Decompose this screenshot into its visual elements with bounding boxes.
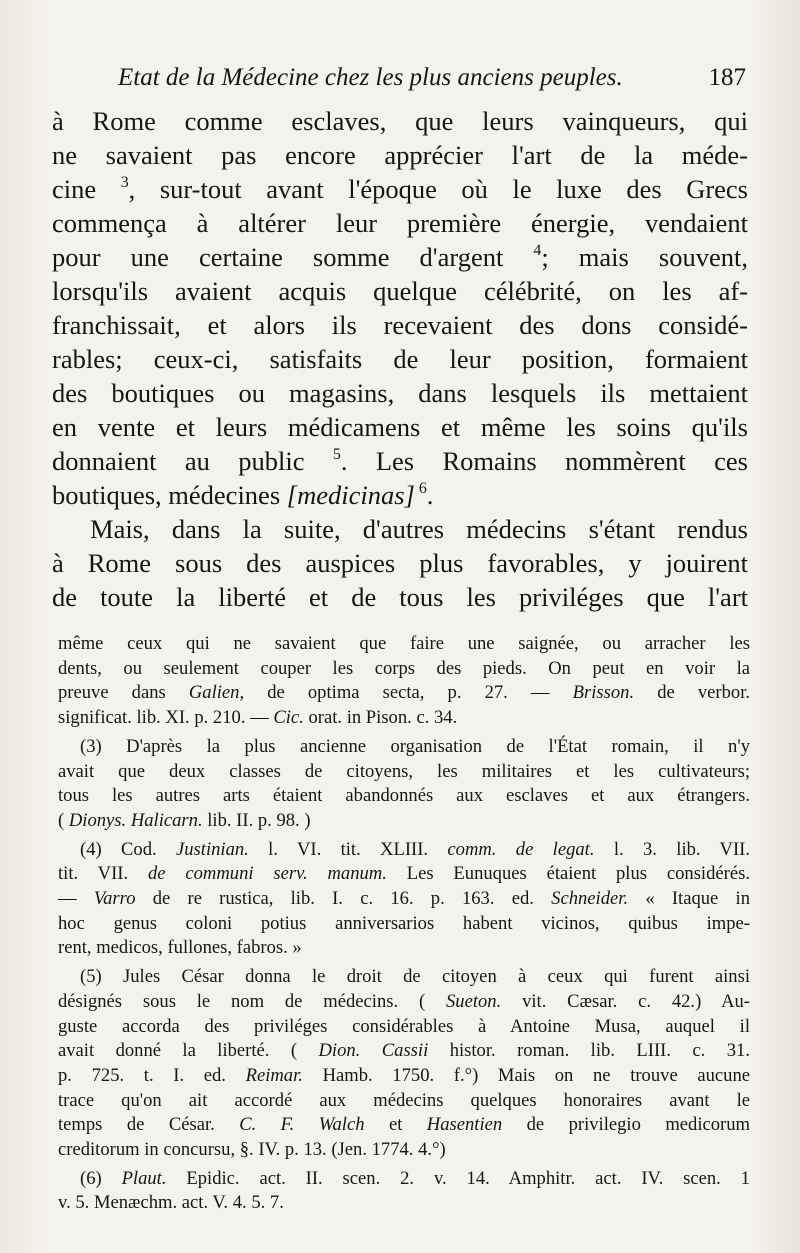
footnote-ref: 6	[414, 479, 427, 497]
text-line: commença à altérer leur première énergie, vendaient	[52, 208, 748, 238]
text-line: boutiques, médecines [medicinas] $^6$.	[52, 479, 434, 510]
text-line: des boutiques ou magasins, dans lesquels ils mettaient	[52, 378, 748, 408]
text-line: à Rome sous des auspices plus favorables, y jouirent	[52, 548, 748, 578]
text-line: ne savaient pas encore apprécier l'art de la méde-	[52, 140, 748, 170]
footnote-4: (4) Cod. Justinian. l. VI. tit. XLIII. comm. de legat. l. 3. lib. VII. tit. VII. de communi serv. manum. Les Eunuques étaient plus considérés. — Varro de re rustica, lib. I. c. 16. p. 163. ed. Schneider. « Itaque in hoc genus coloni potius anniversarios habent vicinos, quibus impe- rent, medicos, fullones, fabros. »	[58, 838, 751, 959]
text-line: pour une certaine somme d'argent $^4$; mais souvent,	[52, 241, 748, 272]
main-text	[52, 104, 748, 614]
running-title: Etat de la Médecine chez les plus anciens peuples.	[118, 64, 623, 91]
footnote-ref: 4	[533, 241, 542, 259]
text-line: Mais, dans la suite, d'autres médecins s'étant rendus	[90, 514, 748, 544]
text-line: de toute la liberté et de tous les priviléges que l'art	[52, 582, 748, 612]
footnote-continuation: même ceux qui ne savaient que faire une saignée, ou arracher les dents, ou seulement couper les corps des pieds. On peut en voir la preuve dans Galien, de optima secta, p. 27. — Brisson. de verbor. significat. lib. XI. p. 210. — Cic. orat. in Pison. c. 34.	[58, 633, 751, 729]
footnote-6: (6) Plaut. Epidic. act. II. scen. 2. v. 14. Amphitr. act. IV. scen. 1 v. 5. Menæchm. act. V. 4. 5. 7.	[58, 1167, 750, 1214]
footnotes	[58, 632, 750, 1220]
text-line: en vente et leurs médicamens et même les soins qu'ils	[52, 412, 748, 442]
footnote-5: (5) Jules César donna le droit de citoyen à ceux qui furent ainsi désignés sous le nom de médecins. ( Sueton. vit. Cæsar. c. 42.) Au- guste accorda des priviléges considérables à Antoine Musa, auquel il avait donné la liberté. ( Dion. Cassii histor. roman. lib. LIII. c. 31. p. 725. t. I. ed. Reimar. Hamb. 1750. f.°) Mais on ne trouve aucune trace qu'on ait accordé aux médecins quelques honoraires avant le temps de César. C. F. Walch et Hasentien de privilegio medicorum creditorum in concursu, §. IV. p. 13. (Jen. 1774. 4.°)	[58, 966, 751, 1161]
text-line: à Rome comme esclaves, que leurs vainqueurs, qui	[52, 106, 748, 136]
footnote-ref: 3	[120, 173, 129, 191]
footnote-ref: 5	[332, 445, 341, 463]
text-line: donnaient au public $^5$. Les Romains nommèrent ces	[52, 445, 748, 476]
page-header	[118, 60, 746, 96]
text-line: franchissait, et alors ils recevaient des dons considé-	[52, 310, 748, 340]
text-line: rables; ceux-ci, satisfaits de leur position, formaient	[52, 344, 748, 374]
text-line: cine $^3$, sur-tout avant l'époque où le luxe des Grecs	[52, 173, 748, 204]
page-number: 187	[708, 64, 746, 91]
footnote-3: (3) D'après la plus ancienne organisation de l'État romain, il n'y avait que deux classes de citoyens, les militaires et les cultivateurs; tous les autres arts étaient abandonnés aux esclaves et aux étrangers. ( Dionys. Halicarn. lib. II. p. 98. )	[58, 735, 750, 831]
text-line: lorsqu'ils avaient acquis quelque célébrité, on les af-	[52, 276, 748, 306]
